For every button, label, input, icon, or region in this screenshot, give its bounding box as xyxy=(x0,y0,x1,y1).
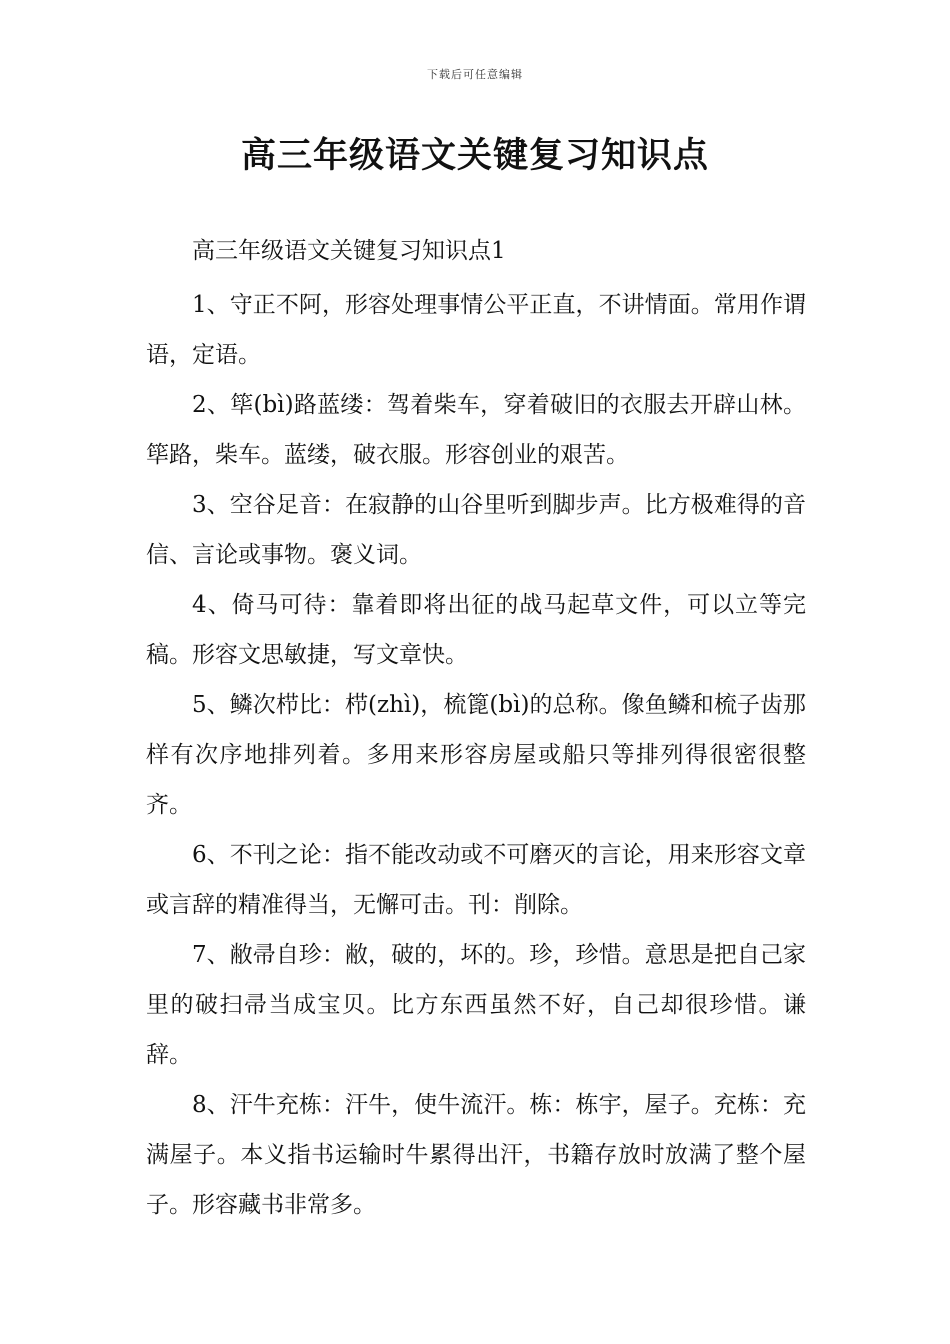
paragraph-5: 5、鳞次栉比：栉(zhì)，梳篦(bì)的总称。像鱼鳞和梳子齿那样有次序地排列着。多用来形容房屋或船只等排列得很密很整齐。 xyxy=(146,692,806,818)
document-body xyxy=(146,226,806,1230)
paragraph-1: 1、守正不阿，形容处理事情公平正直，不讲情面。常用作谓语，定语。 xyxy=(146,292,806,368)
paragraph-7: 7、敝帚自珍：敝，破的，坏的。珍，珍惜。意思是把自己家里的破扫帚当成宝贝。比方东西虽然不好，自己却很珍惜。谦辞。 xyxy=(146,942,806,1068)
paragraph-8: 8、汗牛充栋：汗牛，使牛流汗。栋：栋宇，屋子。充栋：充满屋子。本义指书运输时牛累得出汗，书籍存放时放满了整个屋子。形容藏书非常多。 xyxy=(146,1092,806,1218)
document-title: 高三年级语文关键复习知识点 xyxy=(240,136,709,176)
paragraph-4: 4、倚马可待：靠着即将出征的战马起草文件，可以立等完稿。形容文思敏捷，写文章快。 xyxy=(146,592,806,668)
paragraph-6: 6、不刊之论：指不能改动或不可磨灭的言论，用来形容文章或言辞的精准得当，无懈可击。刊：削除。 xyxy=(146,842,806,918)
paragraph-3: 3、空谷足音：在寂静的山谷里听到脚步声。比方极难得的音信、言论或事物。褒义词。 xyxy=(146,492,806,568)
paragraph-2: 2、筚(bì)路蓝缕：驾着柴车，穿着破旧的衣服去开辟山林。筚路，柴车。蓝缕，破衣服。形容创业的艰苦。 xyxy=(146,392,806,468)
header-note: 下载后可任意编辑 xyxy=(427,68,523,81)
section-heading: 高三年级语文关键复习知识点1 xyxy=(192,238,506,264)
